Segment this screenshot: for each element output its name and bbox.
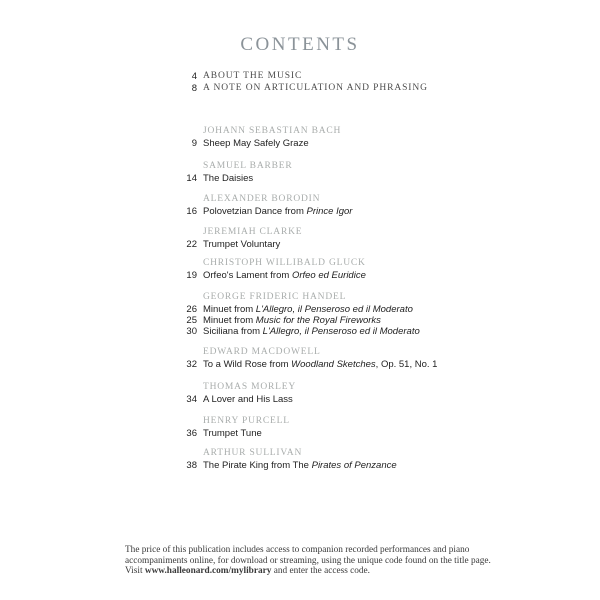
- composer-name: CHRISTOPH WILLIBALD GLUCK: [203, 258, 366, 268]
- entry-title: Trumpet Voluntary: [203, 239, 281, 250]
- toc-entry: [163, 428, 290, 439]
- entry-title: Siciliana from L'Allegro, il Penseroso ed il Moderato: [203, 326, 420, 338]
- composer-group: [163, 125, 341, 149]
- toc-entry: [163, 359, 437, 370]
- composer-name: GEORGE FRIDERIC HANDEL: [203, 292, 347, 302]
- page-number: 26: [186, 304, 197, 315]
- entry-title: Trumpet Tune: [203, 428, 262, 439]
- toc-entry: [163, 173, 293, 184]
- composer-name: JEREMIAH CLARKE: [203, 227, 303, 237]
- front-matter-list: [163, 71, 428, 94]
- toc-entry: [163, 270, 366, 281]
- composer-name: ALEXANDER BORODIN: [203, 194, 321, 204]
- footer-line: accompaniments online, for download or streaming, using the unique code found on the title page.: [125, 555, 491, 566]
- footer-line: Visit www.halleonard.com/mylibrary and enter the access code.: [125, 566, 371, 577]
- entry-title: Sheep May Safely Graze: [203, 138, 309, 149]
- composer-group: [163, 415, 290, 439]
- entry-title: A Lover and His Lass: [203, 394, 293, 405]
- composer-name: SAMUEL BARBER: [203, 161, 293, 171]
- toc-entry: [163, 304, 420, 315]
- page-number: 34: [186, 394, 197, 405]
- page-number: 36: [186, 428, 197, 439]
- page-number: 9: [191, 138, 197, 149]
- toc-entry: [163, 460, 397, 471]
- page-number: 32: [186, 359, 197, 370]
- front-matter-row: [163, 83, 428, 95]
- front-matter-label: ABOUT THE MUSIC: [203, 71, 303, 81]
- composer-group: [163, 346, 437, 370]
- page-number: 22: [186, 239, 197, 250]
- composer-group: [163, 193, 352, 217]
- toc-entry: [163, 239, 302, 250]
- page-number: 25: [186, 315, 197, 327]
- page-number: 30: [186, 326, 197, 338]
- composer-group: [163, 226, 302, 250]
- page-number: 4: [191, 71, 197, 82]
- page-number: 16: [186, 206, 197, 217]
- toc-entry: [163, 206, 352, 217]
- entry-title: The Daisies: [203, 173, 254, 184]
- entry-title: Orfeo's Lament from Orfeo ed Euridice: [203, 270, 366, 281]
- footer-note: [125, 545, 545, 577]
- page-number: 19: [186, 270, 197, 281]
- composer-name: ARTHUR SULLIVAN: [203, 448, 303, 458]
- entry-title: The Pirate King from The Pirates of Penzance: [203, 460, 397, 471]
- composer-name: THOMAS MORLEY: [203, 382, 297, 392]
- composer-group: [163, 447, 397, 471]
- composer-group: [163, 257, 366, 281]
- toc-entry: [163, 315, 420, 326]
- composer-group: [163, 291, 420, 338]
- footer-line: The price of this publication includes access to companion recorded performances and piano: [125, 545, 470, 555]
- toc-entry: [163, 326, 420, 337]
- entry-title: Minuet from L'Allegro, il Penseroso ed il Moderato: [203, 304, 413, 315]
- entry-title: To a Wild Rose from Woodland Sketches, Op. 51, No. 1: [203, 359, 438, 370]
- toc-entry: [163, 138, 341, 149]
- page-number: 38: [186, 460, 197, 471]
- entry-title: Minuet from Music for the Royal Fireworks: [203, 315, 381, 327]
- composer-name: JOHANN SEBASTIAN BACH: [203, 126, 342, 136]
- front-matter-label: A NOTE ON ARTICULATION AND PHRASING: [203, 82, 428, 93]
- page-number: 14: [186, 173, 197, 184]
- entry-title: Polovetzian Dance from Prince Igor: [203, 206, 353, 217]
- front-matter-row: [163, 71, 428, 83]
- toc-entry: [163, 394, 296, 405]
- page-number: 8: [191, 82, 197, 94]
- composer-name: EDWARD MACDOWELL: [203, 347, 321, 357]
- page-title: CONTENTS: [240, 34, 360, 55]
- composer-group: [163, 160, 293, 184]
- composer-name: HENRY PURCELL: [203, 416, 290, 426]
- composer-group: [163, 381, 296, 405]
